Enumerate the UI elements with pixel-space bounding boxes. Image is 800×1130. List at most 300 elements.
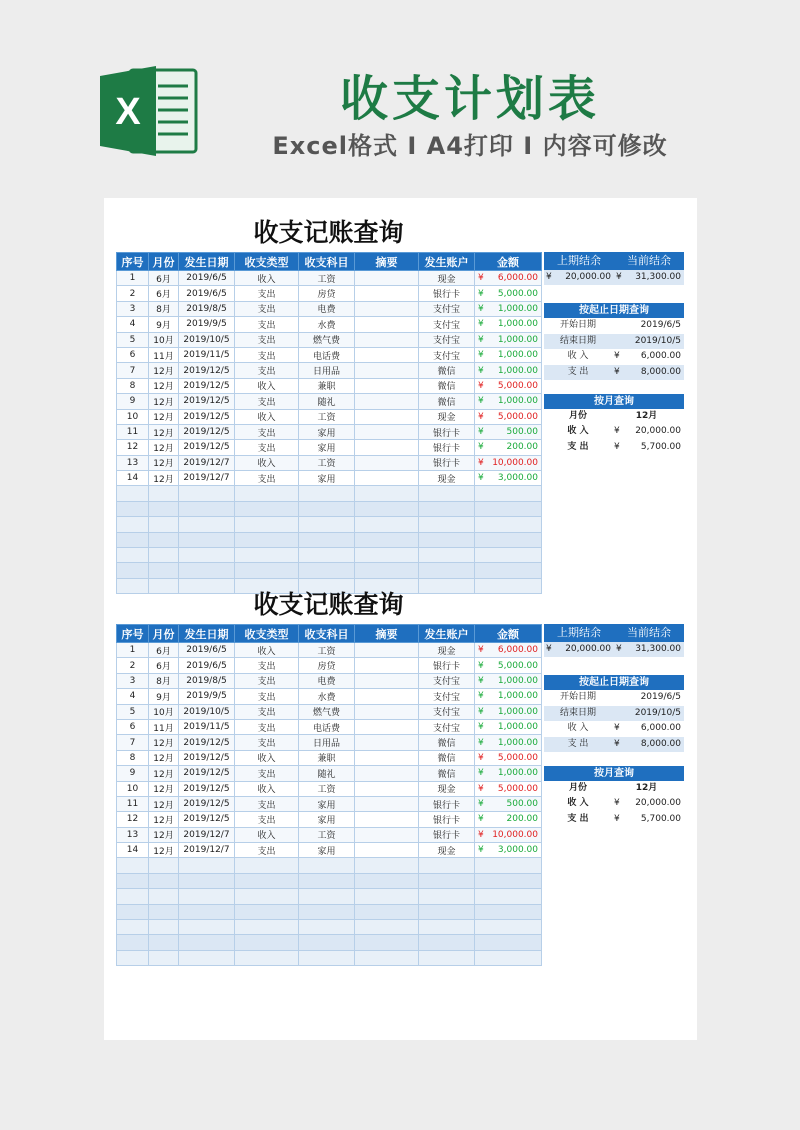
month-cell[interactable]: 6月 <box>149 271 179 286</box>
row-number[interactable]: 6 <box>117 347 149 362</box>
empty-cell[interactable] <box>355 873 419 888</box>
empty-cell[interactable] <box>117 548 149 563</box>
empty-cell[interactable] <box>149 904 179 919</box>
column-header[interactable]: 收支类型 <box>235 625 299 643</box>
empty-row[interactable] <box>117 532 542 547</box>
table-row[interactable] <box>117 750 542 765</box>
table-row[interactable] <box>117 455 542 470</box>
month-cell[interactable]: 12月 <box>149 750 179 765</box>
memo-cell[interactable] <box>355 658 419 673</box>
type-cell[interactable]: 支出 <box>235 347 299 362</box>
empty-cell[interactable] <box>355 501 419 516</box>
table-row[interactable] <box>117 424 542 439</box>
type-cell[interactable]: 支出 <box>235 394 299 409</box>
type-cell[interactable]: 收入 <box>235 750 299 765</box>
row-number[interactable]: 4 <box>117 689 149 704</box>
amount-cell[interactable] <box>475 347 542 362</box>
empty-cell[interactable] <box>355 517 419 532</box>
month-cell[interactable]: 12月 <box>149 735 179 750</box>
type-cell[interactable]: 支出 <box>235 735 299 750</box>
row-number[interactable]: 14 <box>117 843 149 858</box>
account-cell[interactable]: 支付宝 <box>419 704 475 719</box>
type-cell[interactable]: 收入 <box>235 643 299 658</box>
account-cell[interactable]: 微信 <box>419 750 475 765</box>
empty-cell[interactable] <box>475 486 542 501</box>
account-cell[interactable]: 支付宝 <box>419 673 475 688</box>
row-number[interactable]: 7 <box>117 735 149 750</box>
type-cell[interactable]: 支出 <box>235 673 299 688</box>
table-row[interactable] <box>117 827 542 842</box>
empty-cell[interactable] <box>419 486 475 501</box>
category-cell[interactable]: 兼职 <box>299 378 355 393</box>
memo-cell[interactable] <box>355 363 419 378</box>
column-header[interactable]: 序号 <box>117 625 149 643</box>
empty-cell[interactable] <box>179 517 235 532</box>
empty-cell[interactable] <box>117 858 149 873</box>
table-row[interactable] <box>117 689 542 704</box>
amount-cell[interactable] <box>475 643 542 658</box>
memo-cell[interactable] <box>355 347 419 362</box>
month-input[interactable]: 12月 <box>635 410 658 421</box>
empty-cell[interactable] <box>475 548 542 563</box>
month-cell[interactable]: 10月 <box>149 332 179 347</box>
empty-cell[interactable] <box>149 935 179 950</box>
account-cell[interactable]: 现金 <box>419 409 475 424</box>
account-cell[interactable]: 支付宝 <box>419 719 475 734</box>
empty-cell[interactable] <box>475 873 542 888</box>
column-header[interactable]: 月份 <box>149 625 179 643</box>
category-cell[interactable]: 家用 <box>299 471 355 486</box>
empty-cell[interactable] <box>179 486 235 501</box>
table-row[interactable] <box>117 673 542 688</box>
table-row[interactable] <box>117 363 542 378</box>
account-cell[interactable]: 微信 <box>419 363 475 378</box>
category-cell[interactable]: 房贷 <box>299 286 355 301</box>
empty-row[interactable] <box>117 873 542 888</box>
empty-cell[interactable] <box>475 889 542 904</box>
amount-cell[interactable] <box>475 440 542 455</box>
amount-cell[interactable] <box>475 301 542 316</box>
memo-cell[interactable] <box>355 378 419 393</box>
amount-cell[interactable] <box>475 843 542 858</box>
date-cell[interactable]: 2019/12/5 <box>179 409 235 424</box>
date-cell[interactable]: 2019/6/5 <box>179 658 235 673</box>
empty-cell[interactable] <box>299 950 355 965</box>
date-cell[interactable]: 2019/12/7 <box>179 843 235 858</box>
date-cell[interactable]: 2019/12/5 <box>179 735 235 750</box>
empty-cell[interactable] <box>235 517 299 532</box>
empty-cell[interactable] <box>475 532 542 547</box>
amount-cell[interactable] <box>475 409 542 424</box>
date-cell[interactable]: 2019/9/5 <box>179 317 235 332</box>
empty-cell[interactable] <box>179 501 235 516</box>
table-row[interactable] <box>117 471 542 486</box>
account-cell[interactable]: 银行卡 <box>419 796 475 811</box>
empty-cell[interactable] <box>355 889 419 904</box>
empty-cell[interactable] <box>117 501 149 516</box>
row-number[interactable]: 12 <box>117 812 149 827</box>
empty-cell[interactable] <box>299 501 355 516</box>
type-cell[interactable]: 支出 <box>235 363 299 378</box>
amount-cell[interactable] <box>475 704 542 719</box>
column-header[interactable]: 收支科目 <box>299 625 355 643</box>
amount-cell[interactable] <box>475 394 542 409</box>
category-cell[interactable]: 水费 <box>299 689 355 704</box>
empty-cell[interactable] <box>235 501 299 516</box>
memo-cell[interactable] <box>355 796 419 811</box>
empty-cell[interactable] <box>419 501 475 516</box>
empty-row[interactable] <box>117 935 542 950</box>
category-cell[interactable]: 电话费 <box>299 719 355 734</box>
date-cell[interactable]: 2019/8/5 <box>179 673 235 688</box>
month-cell[interactable]: 12月 <box>149 827 179 842</box>
memo-cell[interactable] <box>355 440 419 455</box>
month-cell[interactable]: 10月 <box>149 704 179 719</box>
category-cell[interactable]: 电话费 <box>299 347 355 362</box>
empty-cell[interactable] <box>299 486 355 501</box>
amount-cell[interactable] <box>475 471 542 486</box>
end-date-input[interactable]: 2019/10/5 <box>634 707 681 718</box>
empty-cell[interactable] <box>475 501 542 516</box>
row-number[interactable]: 9 <box>117 766 149 781</box>
row-number[interactable]: 5 <box>117 704 149 719</box>
amount-cell[interactable] <box>475 455 542 470</box>
empty-cell[interactable] <box>475 904 542 919</box>
date-cell[interactable]: 2019/10/5 <box>179 332 235 347</box>
empty-cell[interactable] <box>299 563 355 578</box>
empty-cell[interactable] <box>299 873 355 888</box>
empty-cell[interactable] <box>475 920 542 935</box>
table-row[interactable] <box>117 704 542 719</box>
category-cell[interactable]: 家用 <box>299 843 355 858</box>
empty-cell[interactable] <box>117 935 149 950</box>
amount-cell[interactable] <box>475 781 542 796</box>
account-cell[interactable]: 现金 <box>419 843 475 858</box>
empty-cell[interactable] <box>475 950 542 965</box>
memo-cell[interactable] <box>355 471 419 486</box>
empty-cell[interactable] <box>299 858 355 873</box>
column-header[interactable]: 金额 <box>475 625 542 643</box>
empty-row[interactable] <box>117 950 542 965</box>
table-row[interactable] <box>117 409 542 424</box>
row-number[interactable]: 8 <box>117 378 149 393</box>
type-cell[interactable]: 支出 <box>235 796 299 811</box>
account-cell[interactable]: 现金 <box>419 781 475 796</box>
empty-cell[interactable] <box>235 950 299 965</box>
month-cell[interactable]: 12月 <box>149 812 179 827</box>
column-header[interactable]: 摘要 <box>355 253 419 271</box>
date-cell[interactable]: 2019/8/5 <box>179 301 235 316</box>
amount-cell[interactable] <box>475 658 542 673</box>
amount-cell[interactable] <box>475 796 542 811</box>
type-cell[interactable]: 支出 <box>235 440 299 455</box>
type-cell[interactable]: 支出 <box>235 658 299 673</box>
empty-cell[interactable] <box>299 920 355 935</box>
month-cell[interactable]: 11月 <box>149 719 179 734</box>
empty-cell[interactable] <box>179 904 235 919</box>
table-row[interactable] <box>117 317 542 332</box>
amount-cell[interactable] <box>475 317 542 332</box>
row-number[interactable]: 8 <box>117 750 149 765</box>
month-cell[interactable]: 12月 <box>149 781 179 796</box>
empty-cell[interactable] <box>117 889 149 904</box>
category-cell[interactable]: 日用品 <box>299 363 355 378</box>
type-cell[interactable]: 支出 <box>235 704 299 719</box>
memo-cell[interactable] <box>355 643 419 658</box>
memo-cell[interactable] <box>355 317 419 332</box>
memo-cell[interactable] <box>355 781 419 796</box>
type-cell[interactable]: 支出 <box>235 719 299 734</box>
empty-cell[interactable] <box>299 935 355 950</box>
empty-cell[interactable] <box>299 904 355 919</box>
account-cell[interactable]: 现金 <box>419 471 475 486</box>
empty-cell[interactable] <box>419 950 475 965</box>
row-number[interactable]: 11 <box>117 424 149 439</box>
date-cell[interactable]: 2019/12/5 <box>179 781 235 796</box>
empty-row[interactable] <box>117 858 542 873</box>
category-cell[interactable]: 工资 <box>299 827 355 842</box>
type-cell[interactable]: 收入 <box>235 409 299 424</box>
empty-cell[interactable] <box>355 548 419 563</box>
month-cell[interactable]: 12月 <box>149 455 179 470</box>
column-header[interactable]: 发生日期 <box>179 625 235 643</box>
category-cell[interactable]: 家用 <box>299 440 355 455</box>
category-cell[interactable]: 随礼 <box>299 766 355 781</box>
table-row[interactable] <box>117 332 542 347</box>
account-cell[interactable]: 支付宝 <box>419 317 475 332</box>
date-cell[interactable]: 2019/6/5 <box>179 643 235 658</box>
empty-cell[interactable] <box>299 517 355 532</box>
empty-row[interactable] <box>117 517 542 532</box>
memo-cell[interactable] <box>355 750 419 765</box>
empty-cell[interactable] <box>149 563 179 578</box>
amount-cell[interactable] <box>475 689 542 704</box>
column-header[interactable]: 月份 <box>149 253 179 271</box>
amount-cell[interactable] <box>475 812 542 827</box>
empty-cell[interactable] <box>117 532 149 547</box>
empty-cell[interactable] <box>235 904 299 919</box>
column-header[interactable]: 发生日期 <box>179 253 235 271</box>
empty-cell[interactable] <box>235 548 299 563</box>
column-header[interactable]: 发生账户 <box>419 253 475 271</box>
empty-row[interactable] <box>117 501 542 516</box>
category-cell[interactable]: 水费 <box>299 317 355 332</box>
empty-cell[interactable] <box>355 532 419 547</box>
amount-cell[interactable] <box>475 378 542 393</box>
row-number[interactable]: 4 <box>117 317 149 332</box>
amount-cell[interactable] <box>475 750 542 765</box>
row-number[interactable]: 1 <box>117 643 149 658</box>
date-cell[interactable]: 2019/12/7 <box>179 471 235 486</box>
month-cell[interactable]: 12月 <box>149 796 179 811</box>
empty-cell[interactable] <box>149 920 179 935</box>
table-row[interactable] <box>117 440 542 455</box>
type-cell[interactable]: 支出 <box>235 766 299 781</box>
amount-cell[interactable] <box>475 332 542 347</box>
type-cell[interactable]: 支出 <box>235 317 299 332</box>
category-cell[interactable]: 兼职 <box>299 750 355 765</box>
empty-cell[interactable] <box>355 904 419 919</box>
current-balance-cell[interactable] <box>614 642 684 657</box>
row-number[interactable]: 12 <box>117 440 149 455</box>
type-cell[interactable]: 支出 <box>235 843 299 858</box>
date-cell[interactable]: 2019/12/5 <box>179 796 235 811</box>
date-cell[interactable]: 2019/12/7 <box>179 827 235 842</box>
column-header[interactable]: 摘要 <box>355 625 419 643</box>
table-row[interactable] <box>117 271 542 286</box>
row-number[interactable]: 13 <box>117 827 149 842</box>
memo-cell[interactable] <box>355 689 419 704</box>
empty-row[interactable] <box>117 904 542 919</box>
row-number[interactable]: 1 <box>117 271 149 286</box>
empty-cell[interactable] <box>117 920 149 935</box>
memo-cell[interactable] <box>355 812 419 827</box>
category-cell[interactable]: 电费 <box>299 673 355 688</box>
empty-cell[interactable] <box>235 858 299 873</box>
month-cell[interactable]: 12月 <box>149 424 179 439</box>
empty-cell[interactable] <box>149 548 179 563</box>
empty-cell[interactable] <box>475 517 542 532</box>
empty-row[interactable] <box>117 548 542 563</box>
date-cell[interactable]: 2019/12/5 <box>179 440 235 455</box>
category-cell[interactable]: 房贷 <box>299 658 355 673</box>
date-cell[interactable]: 2019/10/5 <box>179 704 235 719</box>
category-cell[interactable]: 燃气费 <box>299 332 355 347</box>
type-cell[interactable]: 支出 <box>235 301 299 316</box>
account-cell[interactable]: 支付宝 <box>419 689 475 704</box>
account-cell[interactable]: 现金 <box>419 643 475 658</box>
row-number[interactable]: 7 <box>117 363 149 378</box>
empty-cell[interactable] <box>235 563 299 578</box>
empty-cell[interactable] <box>179 548 235 563</box>
table-row[interactable] <box>117 643 542 658</box>
empty-cell[interactable] <box>355 920 419 935</box>
type-cell[interactable]: 收入 <box>235 378 299 393</box>
empty-cell[interactable] <box>179 950 235 965</box>
start-date-input[interactable]: 2019/6/5 <box>640 320 681 331</box>
memo-cell[interactable] <box>355 766 419 781</box>
account-cell[interactable]: 支付宝 <box>419 301 475 316</box>
category-cell[interactable]: 电费 <box>299 301 355 316</box>
empty-cell[interactable] <box>419 532 475 547</box>
empty-cell[interactable] <box>475 935 542 950</box>
month-cell[interactable]: 12月 <box>149 394 179 409</box>
month-cell[interactable]: 12月 <box>149 363 179 378</box>
month-input[interactable]: 12月 <box>635 782 658 793</box>
empty-cell[interactable] <box>149 501 179 516</box>
table-row[interactable] <box>117 286 542 301</box>
memo-cell[interactable] <box>355 704 419 719</box>
month-cell[interactable]: 12月 <box>149 471 179 486</box>
empty-cell[interactable] <box>117 486 149 501</box>
memo-cell[interactable] <box>355 719 419 734</box>
empty-row[interactable] <box>117 563 542 578</box>
row-number[interactable]: 9 <box>117 394 149 409</box>
empty-cell[interactable] <box>179 873 235 888</box>
empty-cell[interactable] <box>355 950 419 965</box>
empty-cell[interactable] <box>419 935 475 950</box>
memo-cell[interactable] <box>355 409 419 424</box>
date-cell[interactable]: 2019/12/5 <box>179 363 235 378</box>
row-number[interactable]: 3 <box>117 301 149 316</box>
month-cell[interactable]: 8月 <box>149 673 179 688</box>
month-cell[interactable]: 6月 <box>149 658 179 673</box>
empty-row[interactable] <box>117 889 542 904</box>
empty-cell[interactable] <box>149 950 179 965</box>
empty-cell[interactable] <box>179 532 235 547</box>
table-row[interactable] <box>117 347 542 362</box>
category-cell[interactable]: 家用 <box>299 812 355 827</box>
date-cell[interactable]: 2019/12/5 <box>179 750 235 765</box>
start-date-input[interactable]: 2019/6/5 <box>640 692 681 703</box>
empty-cell[interactable] <box>299 889 355 904</box>
category-cell[interactable]: 工资 <box>299 271 355 286</box>
empty-cell[interactable] <box>235 873 299 888</box>
category-cell[interactable]: 日用品 <box>299 735 355 750</box>
account-cell[interactable]: 银行卡 <box>419 812 475 827</box>
date-cell[interactable]: 2019/6/5 <box>179 286 235 301</box>
table-row[interactable] <box>117 781 542 796</box>
empty-cell[interactable] <box>179 858 235 873</box>
category-cell[interactable]: 燃气费 <box>299 704 355 719</box>
table-row[interactable] <box>117 378 542 393</box>
empty-cell[interactable] <box>419 904 475 919</box>
category-cell[interactable]: 工资 <box>299 643 355 658</box>
empty-row[interactable] <box>117 486 542 501</box>
date-cell[interactable]: 2019/11/5 <box>179 719 235 734</box>
row-number[interactable]: 11 <box>117 796 149 811</box>
current-balance-cell[interactable] <box>614 270 684 285</box>
date-cell[interactable]: 2019/9/5 <box>179 689 235 704</box>
account-cell[interactable]: 银行卡 <box>419 455 475 470</box>
type-cell[interactable]: 支出 <box>235 332 299 347</box>
row-number[interactable]: 13 <box>117 455 149 470</box>
category-cell[interactable]: 随礼 <box>299 394 355 409</box>
end-date-input[interactable]: 2019/10/5 <box>634 335 681 346</box>
empty-cell[interactable] <box>149 517 179 532</box>
memo-cell[interactable] <box>355 286 419 301</box>
amount-cell[interactable] <box>475 673 542 688</box>
empty-cell[interactable] <box>117 904 149 919</box>
row-number[interactable]: 10 <box>117 781 149 796</box>
month-cell[interactable]: 9月 <box>149 689 179 704</box>
memo-cell[interactable] <box>355 843 419 858</box>
amount-cell[interactable] <box>475 719 542 734</box>
column-header[interactable]: 发生账户 <box>419 625 475 643</box>
month-cell[interactable]: 9月 <box>149 317 179 332</box>
account-cell[interactable]: 银行卡 <box>419 424 475 439</box>
empty-cell[interactable] <box>149 889 179 904</box>
empty-cell[interactable] <box>235 532 299 547</box>
month-cell[interactable]: 11月 <box>149 347 179 362</box>
row-number[interactable]: 2 <box>117 658 149 673</box>
empty-cell[interactable] <box>149 858 179 873</box>
empty-cell[interactable] <box>475 858 542 873</box>
empty-cell[interactable] <box>149 532 179 547</box>
month-cell[interactable]: 12月 <box>149 409 179 424</box>
table-row[interactable] <box>117 719 542 734</box>
empty-cell[interactable] <box>475 563 542 578</box>
empty-cell[interactable] <box>117 517 149 532</box>
prev-balance-cell[interactable] <box>544 642 614 657</box>
empty-cell[interactable] <box>419 920 475 935</box>
date-cell[interactable]: 2019/12/5 <box>179 424 235 439</box>
month-cell[interactable]: 12月 <box>149 766 179 781</box>
memo-cell[interactable] <box>355 424 419 439</box>
amount-cell[interactable] <box>475 766 542 781</box>
account-cell[interactable]: 支付宝 <box>419 332 475 347</box>
table-row[interactable] <box>117 766 542 781</box>
